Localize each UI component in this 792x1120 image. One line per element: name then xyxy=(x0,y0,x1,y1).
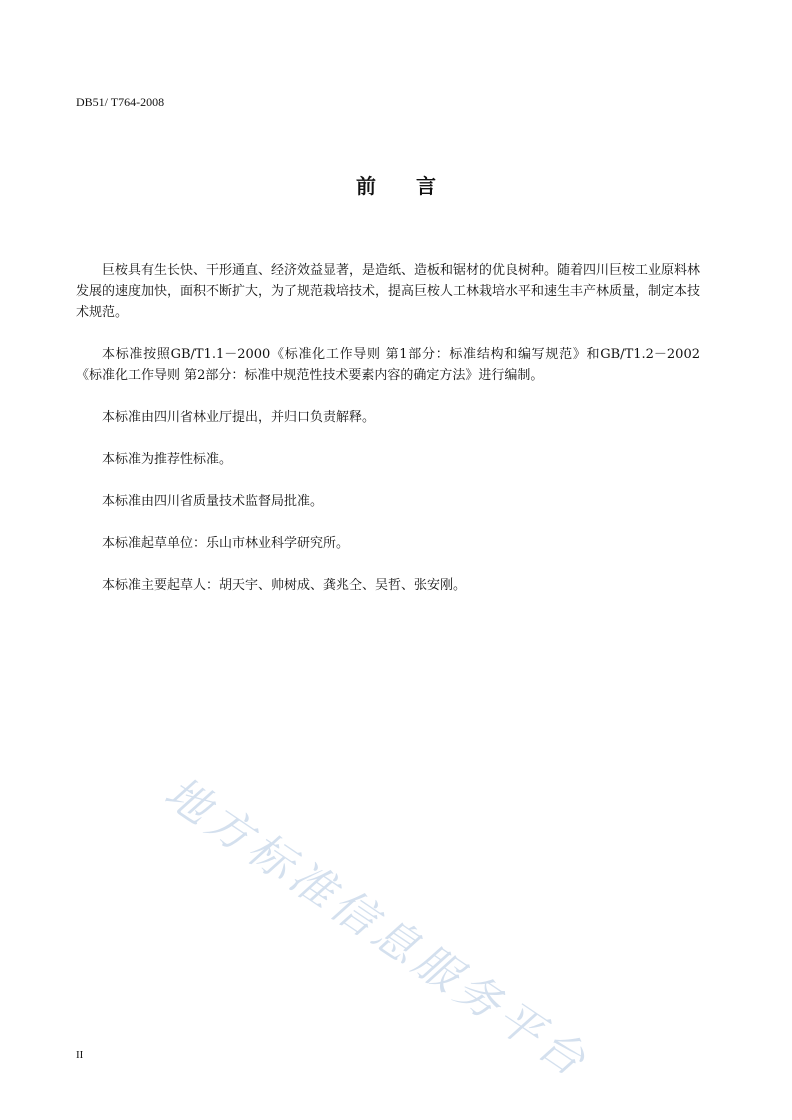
page-title: 前言 xyxy=(356,174,476,198)
paragraph-drafting-unit: 本标准起草单位：乐山市林业科学研究所。 xyxy=(102,536,350,551)
paragraph-drafting-rules: 本标准按照GB/T1.1－2000《标准化工作导则 第1部分：标准结构和编写规范》和GB/T1.2－2002《标准化工作导则 第2部分：标准中规范性技术要素内容的确定方法》进行编制。 xyxy=(76,347,700,383)
paragraph-proposer: 本标准由四川省林业厅提出，并归口负责解释。 xyxy=(102,410,376,425)
paragraph-drafters: 本标准主要起草人：胡天宇、帅树成、龚兆仝、吴哲、张安刚。 xyxy=(102,578,467,593)
paragraph-intro: 巨桉具有生长快、干形通直、经济效益显著，是造纸、造板和锯材的优良树种。随着四川巨桉工业原料林发展的速度加快，面积不断扩大，为了规范栽培技术，提高巨桉人工林栽培水平和速生丰产林质量，制定本技术规范。 xyxy=(76,263,701,320)
watermark: 地方标准信息服务平台 xyxy=(155,767,599,1089)
page-number: II xyxy=(76,1049,84,1061)
foreword-body xyxy=(76,260,700,617)
paragraph-recommended: 本标准为推荐性标准。 xyxy=(102,452,233,467)
document-code: DB51/ T764-2008 xyxy=(76,95,165,109)
paragraph-approval: 本标准由四川省质量技术监督局批准。 xyxy=(102,494,324,509)
